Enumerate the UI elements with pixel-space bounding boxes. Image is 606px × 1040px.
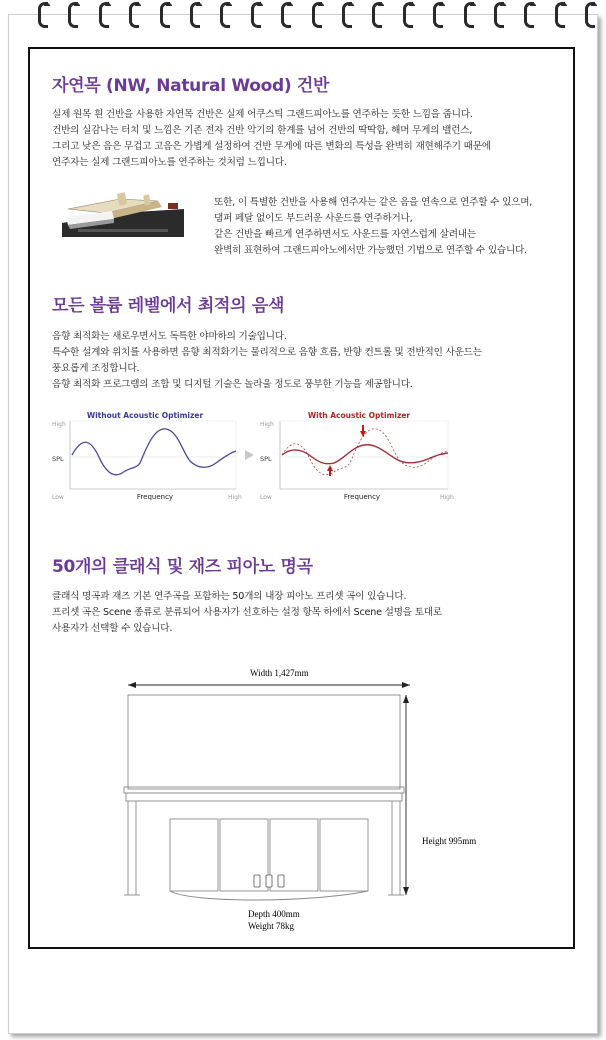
y-tick-label: High [52,421,66,428]
y-tick-label: High [260,421,274,428]
section-title-acoustic: 모든 볼륨 레벨에서 최적의 음색 [52,296,285,316]
piano-outline [124,695,404,900]
paragraph-line: 그리고 낮은 음은 무겁고 고음은 가볍게 설정하여 건반 무게에 따른 변화의 특성을 완벽히 재현해주기 때문에 [52,141,491,152]
x-axis-label: Frequency [136,493,174,501]
paragraph-line: 사용자가 선택할 수 있습니다. [52,623,173,634]
spiral-ring [524,2,534,28]
spiral-ring [585,2,595,28]
section-title-natural-wood: 자연목 (NW, Natural Wood) 건반 [52,76,330,96]
spiral-binding [0,0,606,40]
paragraph-line: 풍요롭게 조정합니다. [52,363,140,374]
spiral-ring [372,2,382,28]
weight-label: Weight 78kg [248,921,295,931]
content-frame [28,47,575,949]
paragraph-line: 클래식 명곡과 재즈 기본 연주곡을 포함하는 50개의 내장 피아노 프리셋 곡이 있습니다. [52,591,407,602]
spiral-ring [494,2,504,28]
y-tick-label: SPL [260,455,272,463]
arrowhead [128,682,136,688]
x-tick-label-low: Low [260,494,272,501]
spiral-ring [190,2,200,28]
width-label: Width 1,427mm [250,668,309,678]
arrowhead [403,887,409,895]
acoustic-paragraph [52,329,482,393]
paragraph-line: 또한, 이 특별한 건반을 사용해 연주자는 같은 음을 연속으로 연주할 수 있으며, [214,197,533,208]
chart-with-optimizer [254,409,454,504]
x-tick-label-low: Low [52,494,64,501]
paragraph-line: 음향 최적화 프로그램의 조합 및 디지털 기술은 놀라울 정도로 풍부한 기능을 제공합니다. [52,379,413,390]
paragraph-line: 댐퍼 페달 없이도 부드러운 사운드를 연주하거나, [214,213,413,224]
arrow-down-stem [362,425,364,432]
depth-label: Depth 400mm [248,909,300,919]
spiral-ring [433,2,443,28]
spiral-ring [68,2,78,28]
arrowhead [403,695,409,703]
paragraph-line: 건반의 실감나는 터치 및 느낌은 기존 전자 건반 악기의 한계를 넘어 건반의 딱딱함, 해머 무게의 밸런스, [52,125,473,136]
spiral-ring [342,2,352,28]
paragraph-line: 특수한 설계와 위치를 사용하면 음향 최적화기는 물리적으로 음향 흐름, 반향 컨트롤 및 전반적인 사운드는 [52,347,482,358]
paragraph-line: 연주자는 실제 그랜드피아노를 연주하는 것처럼 느낍니다. [52,157,287,168]
chart-title: Without Acoustic Optimizer [86,411,204,420]
x-axis-label: Frequency [343,493,381,501]
spiral-ring [403,2,413,28]
paragraph-line: 음향 최적화는 새로우면서도 독특한 야마하의 기술입니다. [52,331,287,342]
pedals [254,875,284,887]
spiral-ring [251,2,261,28]
spiral-ring [281,2,291,28]
y-tick-label: SPL [52,455,64,463]
spiral-ring [160,2,170,28]
piano-dimension-drawing [110,659,490,929]
x-tick-label-high: High [440,494,454,501]
chart-without-optimizer [50,409,240,504]
spiral-ring [38,2,48,28]
x-tick-label-high: High [228,494,242,501]
paragraph-line: 프리셋 곡은 Scene 종류로 분류되어 사용자가 선호하는 설정 항목 하에서 Scene 설명을 토대로 [52,607,442,618]
spiral-ring [312,2,322,28]
height-label: Height 995mm [422,836,477,846]
arrow-up-stem [329,470,331,476]
paragraph-line: 완벽히 표현하여 그랜드피아노에서만 가능했던 기법으로 연주할 수 있습니다. [214,245,527,256]
natural-wood-side-paragraph [214,195,532,259]
spiral-ring [220,2,230,28]
keyboard-mechanism-image [58,189,186,239]
paragraph-line: 실제 원목 흰 건반을 사용한 자연목 건반은 실제 어쿠스틱 그랜드피아노를 연주하는 듯한 느낌을 줍니다. [52,109,473,120]
section-title-presets: 50개의 클래식 및 재즈 피아노 명곡 [52,557,313,577]
chart-title: With Acoustic Optimizer [307,411,411,420]
paragraph-line: 같은 건반을 빠르게 연주하면서도 사운드를 자연스럽게 살려내는 [214,229,476,240]
spiral-ring [464,2,474,28]
spiral-ring [99,2,109,28]
spiral-ring [555,2,565,28]
presets-paragraph [52,589,442,637]
spiral-ring [129,2,139,28]
arrowhead [402,682,410,688]
natural-wood-paragraph [52,107,491,171]
